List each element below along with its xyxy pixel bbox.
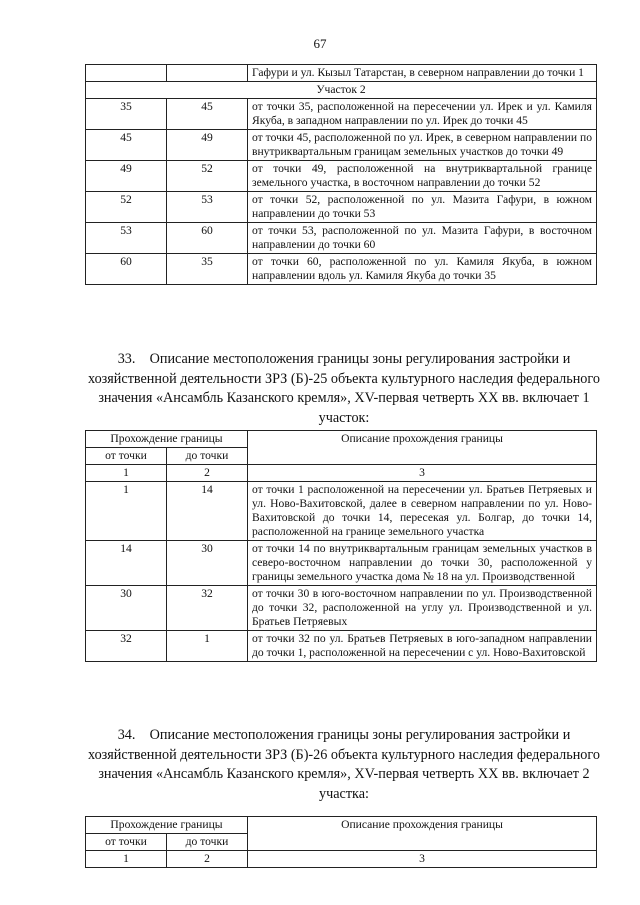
table-row (86, 99, 597, 130)
column-number-2: 2 (167, 851, 248, 868)
table-row (86, 254, 597, 285)
section-33-heading: 33. Описание местоположения границы зоны регулирования застройки и хозяйственной деятельности ЗРЗ (Б)-25 объекта культурного наследия федерального значения «Ансамбль Казанского кремля», XV-первая четверть XX вв. включает 1 участок: (88, 351, 600, 426)
table-row (86, 223, 597, 254)
column-number-row (86, 851, 597, 868)
header-row (86, 817, 597, 834)
cell-from: 52 (86, 192, 167, 223)
table-row (86, 631, 597, 662)
cell-description: от точки 30 в юго-восточном направлении по ул. Производственной до точки 32, расположенной на углу ул. Производственной и ул. Братьев Петряевых (248, 586, 597, 631)
cell-description: от точки 14 по внутриквартальным границам земельных участков в северо-восточном направлении до точки 30, расположенной у границы земельного участка дома № 18 на ул. Производственной (248, 541, 597, 586)
table-row (86, 161, 597, 192)
column-number-3: 3 (248, 465, 597, 482)
cell-from: 49 (86, 161, 167, 192)
cell-from: 1 (86, 482, 167, 541)
section-label-row (86, 82, 597, 99)
column-number-3: 3 (248, 851, 597, 868)
column-number-2: 2 (167, 465, 248, 482)
column-number-row (86, 465, 597, 482)
cell-description: Гафури и ул. Кызыл Татарстан, в северном направлении до точки 1 (248, 65, 597, 82)
header-boundary-passage: Прохождение границы (86, 817, 248, 834)
header-description: Описание прохождения границы (248, 431, 597, 465)
cell-to: 45 (167, 99, 248, 130)
cell-from: 35 (86, 99, 167, 130)
cell-to: 49 (167, 130, 248, 161)
cell-from: 60 (86, 254, 167, 285)
cell-to: 30 (167, 541, 248, 586)
cell-to (167, 65, 248, 82)
cell-to: 1 (167, 631, 248, 662)
table-row (86, 65, 597, 82)
header-from-point: от точки (86, 834, 167, 851)
column-number-1: 1 (86, 465, 167, 482)
cell-from: 45 (86, 130, 167, 161)
table-zone-26 (85, 816, 597, 868)
cell-from: 30 (86, 586, 167, 631)
cell-description: от точки 35, расположенной на пересечении ул. Ирек и ул. Камиля Якуба, в западном направлении по ул. Ирек до точки 45 (248, 99, 597, 130)
table-row (86, 192, 597, 223)
cell-description: от точки 32 по ул. Братьев Петряевых в юго-западном направлении до точки 1, расположенной на пересечении с ул. Ново-Вахитовской (248, 631, 597, 662)
cell-from: 14 (86, 541, 167, 586)
table-row (86, 541, 597, 586)
cell-description: от точки 45, расположенной по ул. Ирек, в северном направлении по внутриквартальным границам земельных участков до точки 49 (248, 130, 597, 161)
cell-from: 32 (86, 631, 167, 662)
page-number: 67 (313, 36, 327, 51)
header-to-point: до точки (167, 448, 248, 465)
column-number-1: 1 (86, 851, 167, 868)
cell-description: от точки 53, расположенной по ул. Мазита Гафури, в восточном направлении до точки 60 (248, 223, 597, 254)
cell-description: от точки 52, расположенной по ул. Мазита Гафури, в южном направлении до точки 53 (248, 192, 597, 223)
table-zone-25 (85, 430, 597, 662)
header-row (86, 431, 597, 448)
header-boundary-passage: Прохождение границы (86, 431, 248, 448)
cell-to: 32 (167, 586, 248, 631)
table-zone-24-parcel-2 (85, 64, 597, 285)
section-34-heading: 34. Описание местоположения границы зоны регулирования застройки и хозяйственной деятельности ЗРЗ (Б)-26 объекта культурного наследия федерального значения «Ансамбль Казанского кремля», XV-первая четверть XX вв. включает 2 участка: (88, 727, 600, 802)
cell-description: от точки 60, расположенной по ул. Камиля Якуба, в южном направлении вдоль ул. Камиля Якуба до точки 35 (248, 254, 597, 285)
cell-to: 60 (167, 223, 248, 254)
header-to-point: до точки (167, 834, 248, 851)
cell-description: от точки 1 расположенной на пересечении ул. Братьев Петряевых и ул. Ново-Вахитовской, далее в северном направлении по ул. Ново-Вахитовской до точки 14, пересекая ул. Болгар, до точки 14, расположенной на границе земельного участка (248, 482, 597, 541)
table-row (86, 586, 597, 631)
cell-to: 35 (167, 254, 248, 285)
header-description: Описание прохождения границы (248, 817, 597, 851)
cell-from: 53 (86, 223, 167, 254)
header-from-point: от точки (86, 448, 167, 465)
cell-to: 52 (167, 161, 248, 192)
cell-to: 14 (167, 482, 248, 541)
cell-description: от точки 49, расположенной на внутриквартальной границе земельного участка, в восточном направлении до точки 52 (248, 161, 597, 192)
table-row (86, 482, 597, 541)
cell-from (86, 65, 167, 82)
parcel-label: Участок 2 (86, 82, 597, 99)
table-row (86, 130, 597, 161)
cell-to: 53 (167, 192, 248, 223)
